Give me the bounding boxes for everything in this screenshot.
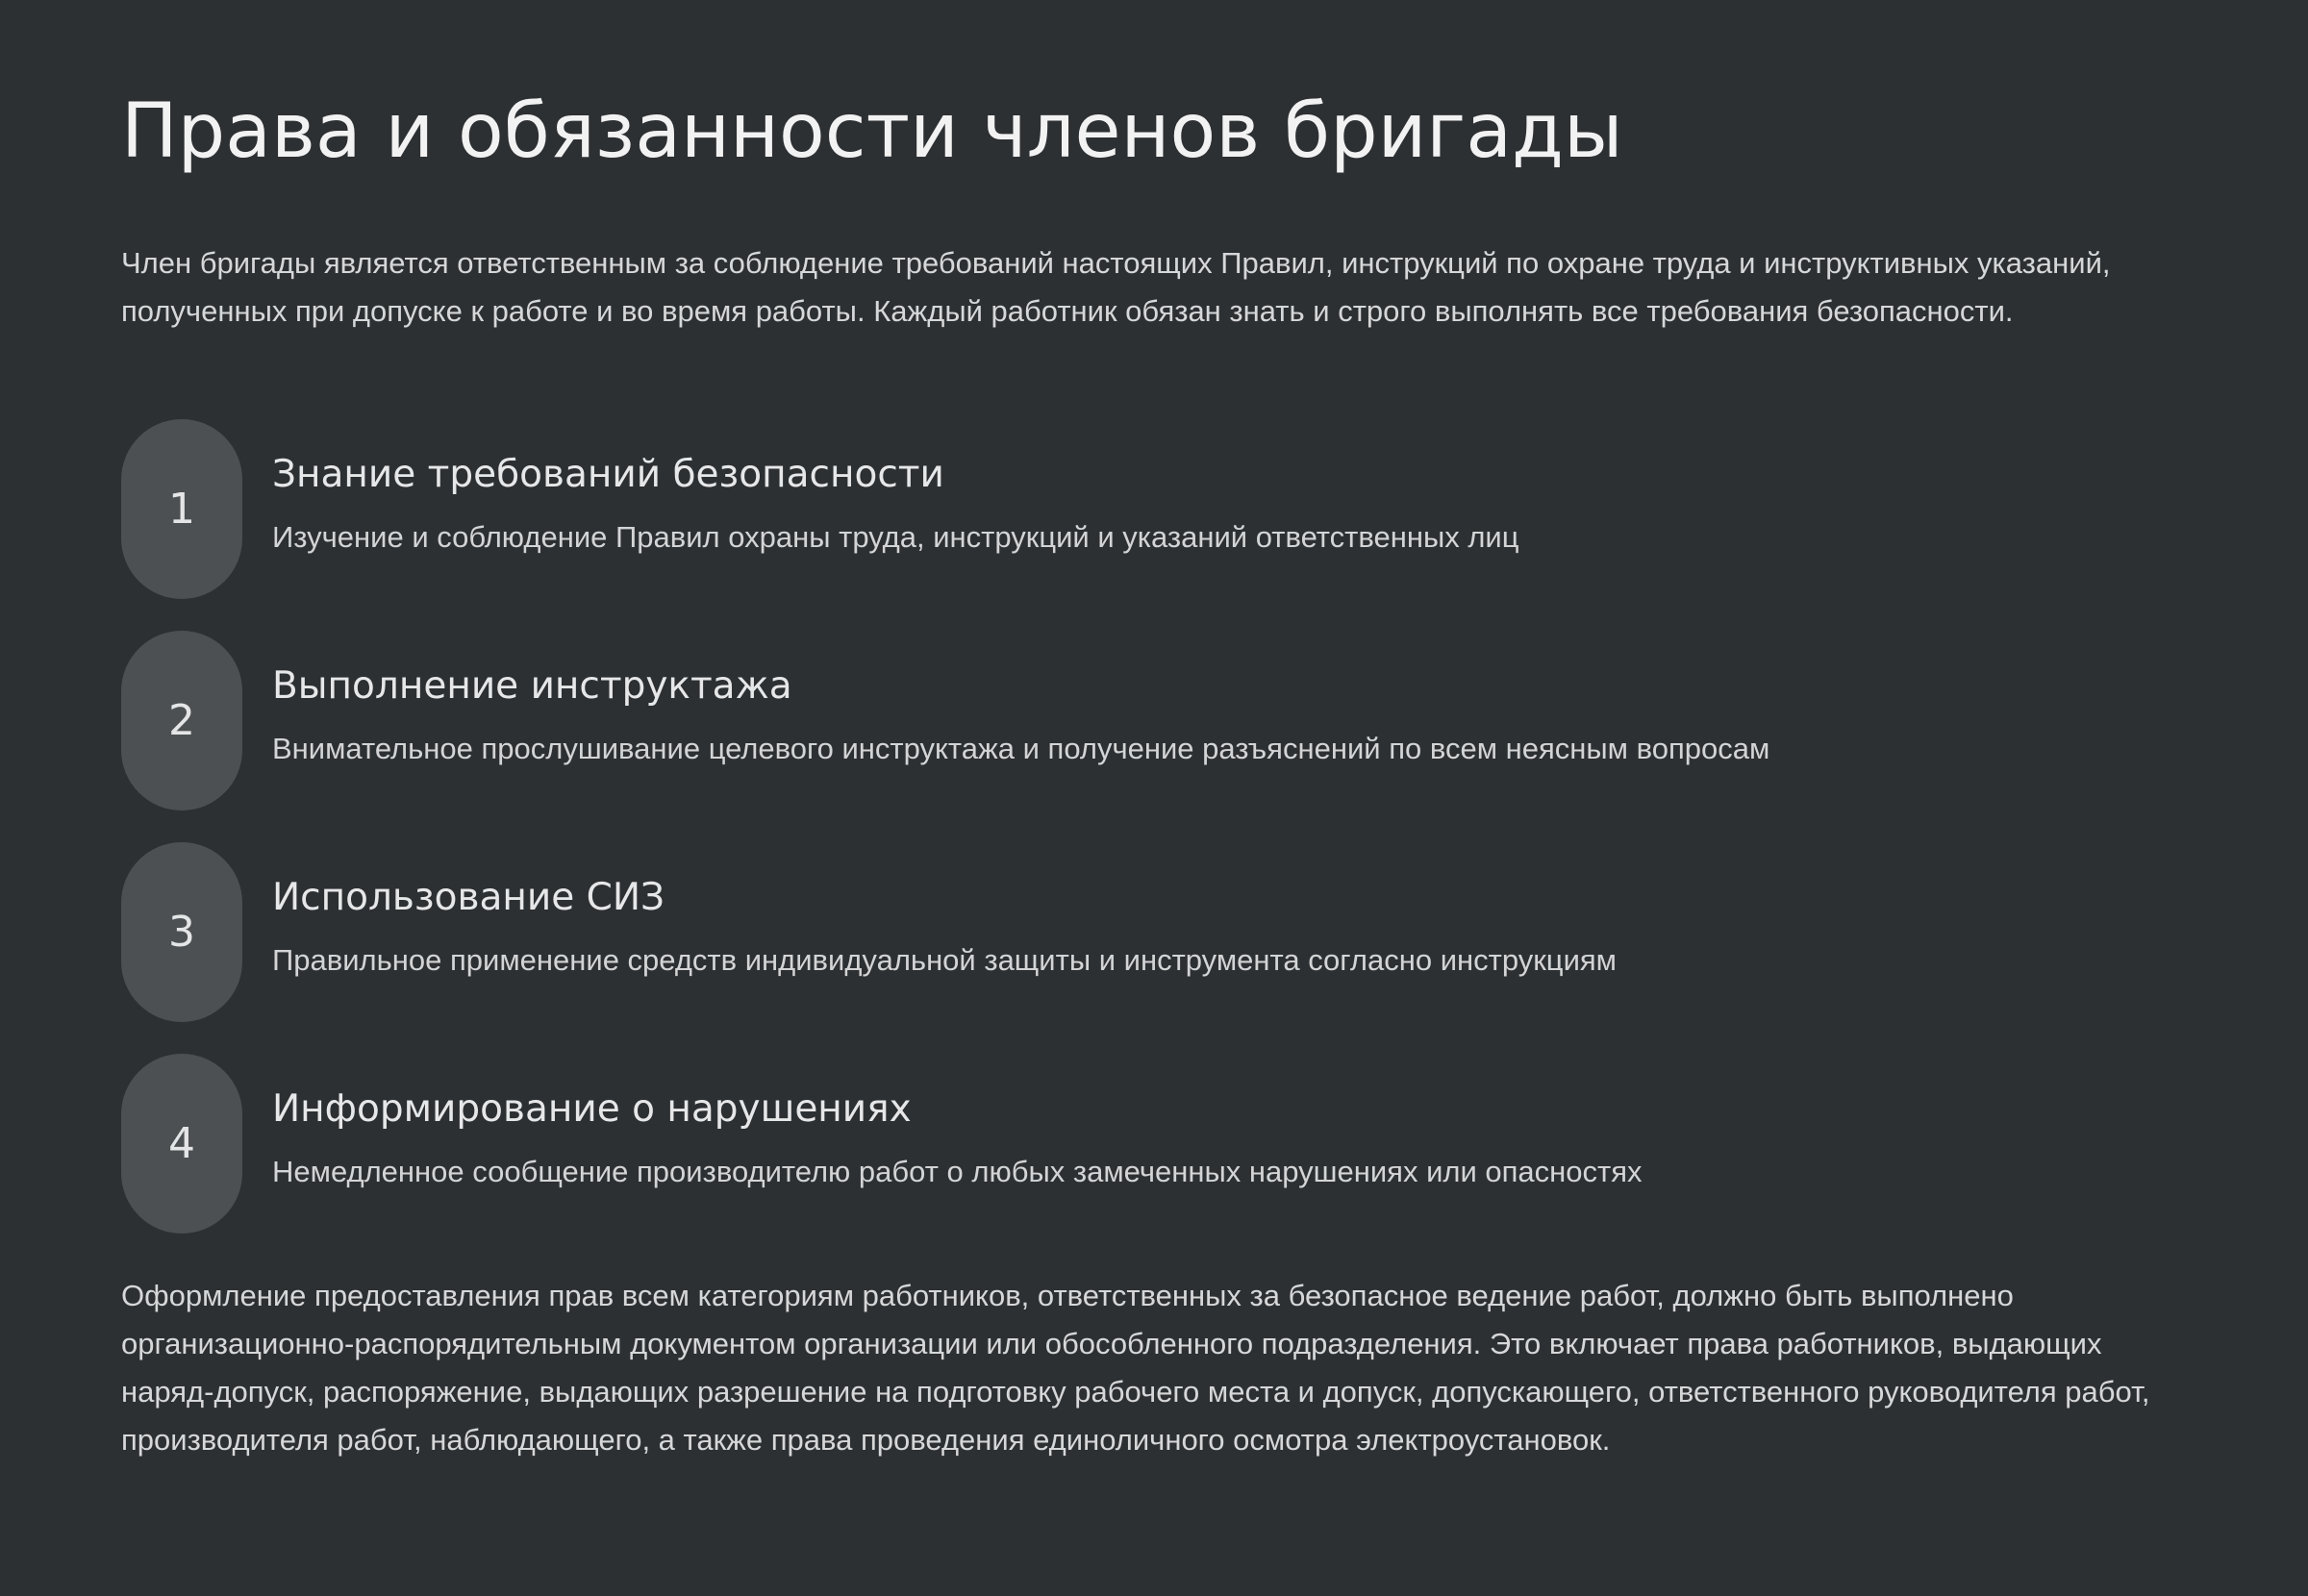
page-title: Права и обязанности членов бригады — [121, 88, 1623, 175]
step-description: Внимательное прослушивание целевого инструктажа и получение разъяснений по всем неясным вопросам — [272, 732, 1770, 765]
step-description: Немедленное сообщение производителю работ о любых замеченных нарушениях или опасностях — [272, 1155, 1643, 1188]
step-description: Изучение и соблюдение Правил охраны труда, инструкций и указаний ответственных лиц — [272, 520, 1519, 554]
step-number-badge: 2 — [121, 631, 242, 810]
step-number-badge: 1 — [121, 419, 242, 599]
step-description: Правильное применение средств индивидуальной защиты и инструмента согласно инструкциям — [272, 943, 1617, 977]
step-number-badge: 3 — [121, 842, 242, 1022]
closing-paragraph: Оформление предоставления прав всем категориям работников, ответственных за безопасное ведение работ, должно быть выполнено организационно-распорядительным документом организации или обособленного подразделения. Это включает права работников, выдающих наряд-допуск, распоряжение, выдающих разрешение на подготовку рабочего места и допуск, допускающего, ответственного руководителя работ, производителя работ, наблюдающего, а также права проведения единоличного осмотра электроустановок. — [121, 1279, 2150, 1457]
intro-paragraph: Член бригады является ответственным за соблюдение требований настоящих Правил, инструкций по охране труда и инструктивных указаний, полученных при допуске к работе и во время работы. Каждый работник обязан знать и строго выполнять все требования безопасности. — [121, 246, 2111, 328]
step-title: Знание требований безопасности — [272, 453, 944, 496]
step-number-badge: 4 — [121, 1054, 242, 1234]
step-title: Выполнение инструктажа — [272, 664, 792, 708]
step-title: Использование СИЗ — [272, 876, 665, 919]
step-title: Информирование о нарушениях — [272, 1087, 912, 1131]
